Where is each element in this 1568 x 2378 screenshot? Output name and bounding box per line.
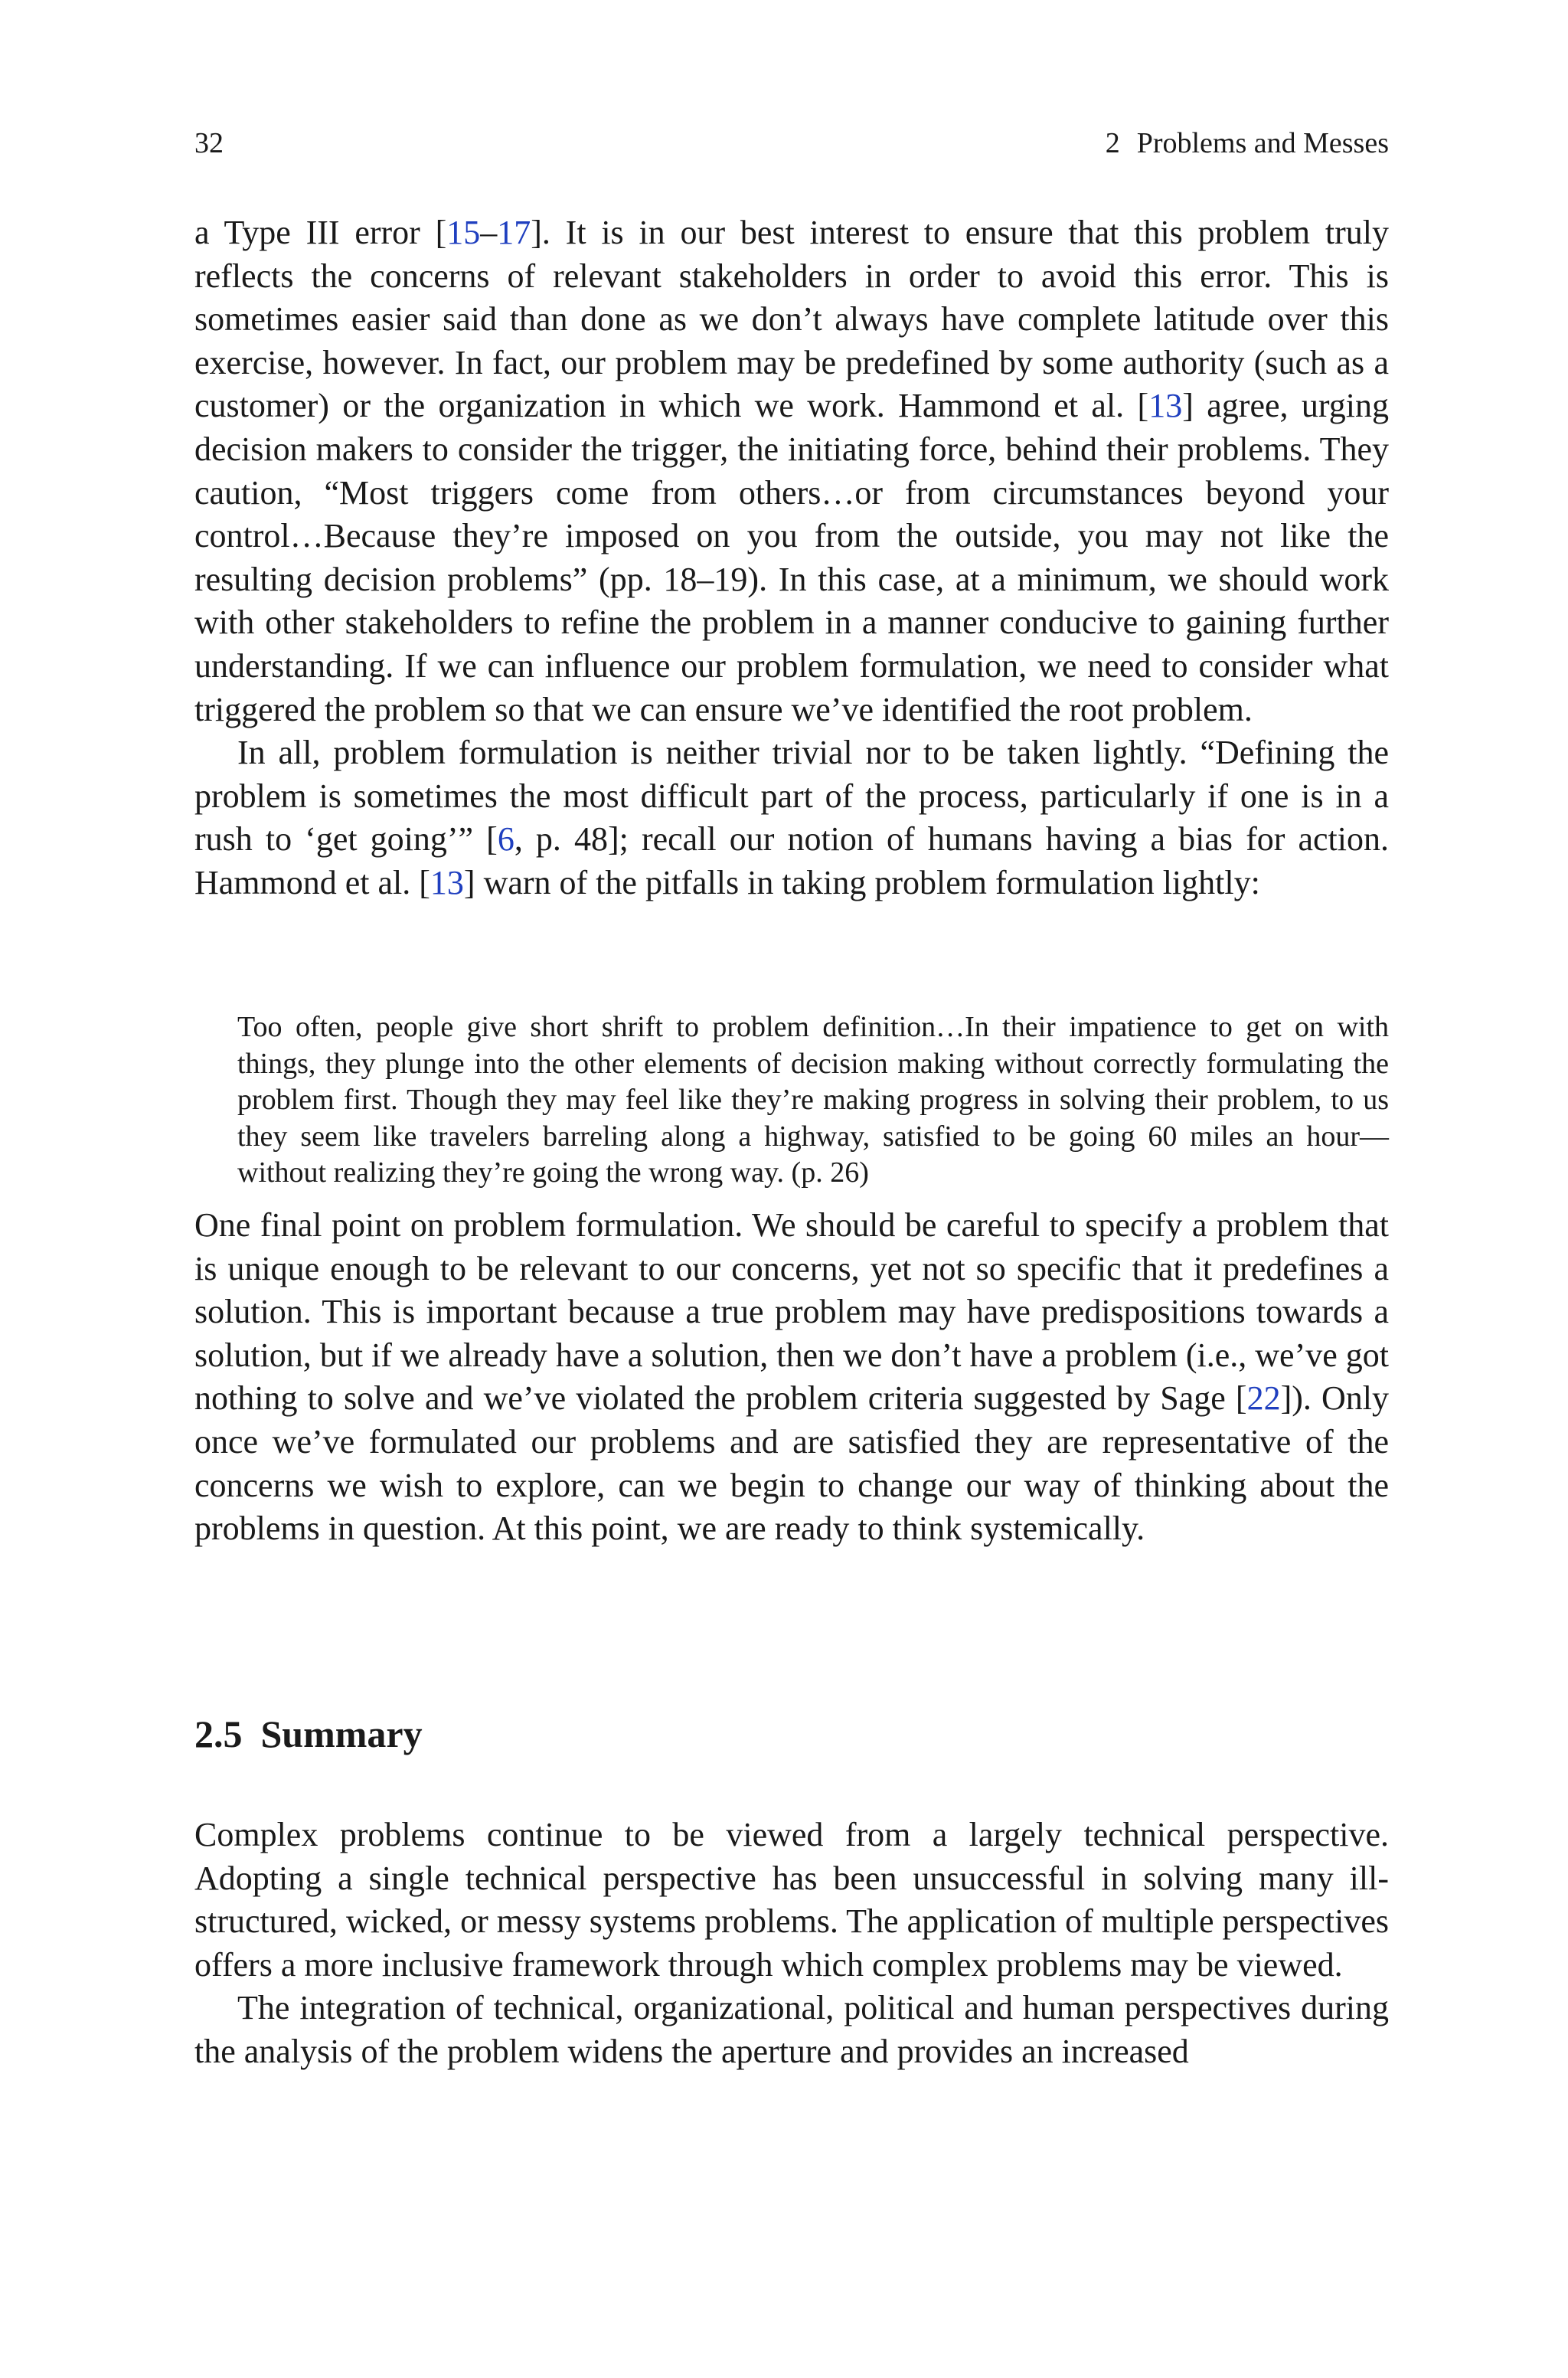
body-text-block-3 — [194, 1814, 1389, 2074]
citation-link-22[interactable]: 22 — [1246, 1379, 1281, 1418]
citation-link-6[interactable]: 6 — [497, 820, 514, 859]
chapter-number: 2 — [1105, 127, 1120, 159]
section-title: Summary — [260, 1712, 423, 1755]
paragraph-5: The integration of technical, organizational, political and human perspectives during the analysis of the problem widens the aperture and provides an increased — [194, 1989, 1389, 2070]
text-run: One final point on problem formulation. We should be careful to specify a problem that is unique enough to be relevant to our concerns, yet not so specific that it predefines a solution. This is important because a true problem may have predispositions towards a solution, but if we already have a solution, then we don’t have a problem (i.e., we’ve got nothing to solve and we’ve violated the problem criteria suggested by Sage [ — [194, 1206, 1389, 1418]
citation-link-13[interactable]: 13 — [430, 863, 464, 901]
running-title — [1106, 124, 1389, 162]
paragraph-3 — [194, 1204, 1389, 1551]
paragraph-1 — [194, 211, 1389, 731]
text-run: ]). Only once we’ve formulated our problems and are satisfied they are representative of the concerns we wish to explore, can we begin to change our way of thinking about the problems in question. At this point, we are ready to think systemically. — [194, 1379, 1389, 1548]
block-quote: Too often, people give short shrift to problem definition…In their impatience to get on with things, they plunge into the other elements of decision making without correctly formulating the problem first. Though they may feel like they’re making progress in solving their problem, to us they seem like travelers barreling along a highway, satisfied to be going 60 miles an hour—without realizing they’re going the wrong way. (p. 26) — [237, 1011, 1389, 1189]
text-run: In all, problem formulation is neither trivial nor to be taken lightly. “Defining the problem is sometimes the most difficult part of the process, particularly if one is in a rush to ‘get going’” [ — [194, 734, 1389, 859]
citation-link-17[interactable]: 17 — [497, 214, 531, 251]
body-text-block-1 — [194, 211, 1389, 905]
paragraph-2 — [194, 731, 1389, 904]
page-number: 32 — [194, 127, 224, 159]
section-heading — [194, 1711, 423, 1757]
text-run: , p. 48]; recall our notion of humans having a bias for action. Hammond et al. [ — [194, 820, 1390, 901]
text-run: ]. It is in our best interest to ensure that this problem truly reflects the concerns of relevant stakeholders in order to avoid this error. This is sometimes easier said than done as we don’t always have complete latitude over this exercise, however. In fact, our problem may be predefined by some authority (such as a customer) or the organization in which we work. Hammond et al. [ — [194, 214, 1389, 425]
body-text-block-2 — [194, 1204, 1389, 1551]
citation-link-15[interactable]: 15 — [446, 214, 481, 251]
text-run: – — [480, 214, 498, 251]
text-run: ] agree, urging decision makers to consider the trigger, the initiating force, behind their problems. They caution, “Most triggers come from others…or from circumstances beyond your control…Because they’re imposed on you from the outside, you may not like the resulting decision problems” (pp. 18–19). In this case, at a minimum, we should work with other stakeholders to refine the problem in a manner conducive to gaining further understanding. If we can influence our problem formulation, we need to consider what triggered the problem so that we can ensure we’ve identified the root problem. — [194, 387, 1389, 728]
chapter-title: Problems and Messes — [1136, 127, 1389, 159]
text-run: ] warn of the pitfalls in taking problem formulation lightly: — [463, 863, 1260, 901]
running-head — [194, 124, 1389, 162]
citation-link-13[interactable]: 13 — [1148, 387, 1183, 425]
paragraph-4: Complex problems continue to be viewed from a largely technical perspective. Adopting a single technical perspective has been unsuccessful in solving many ill-structured, wicked, or messy systems problems. The application of multiple perspectives offers a more inclusive framework through which complex problems may be viewed. — [194, 1816, 1389, 1984]
section-number: 2.5 — [194, 1712, 243, 1755]
text-run: a Type III error [ — [194, 214, 447, 251]
